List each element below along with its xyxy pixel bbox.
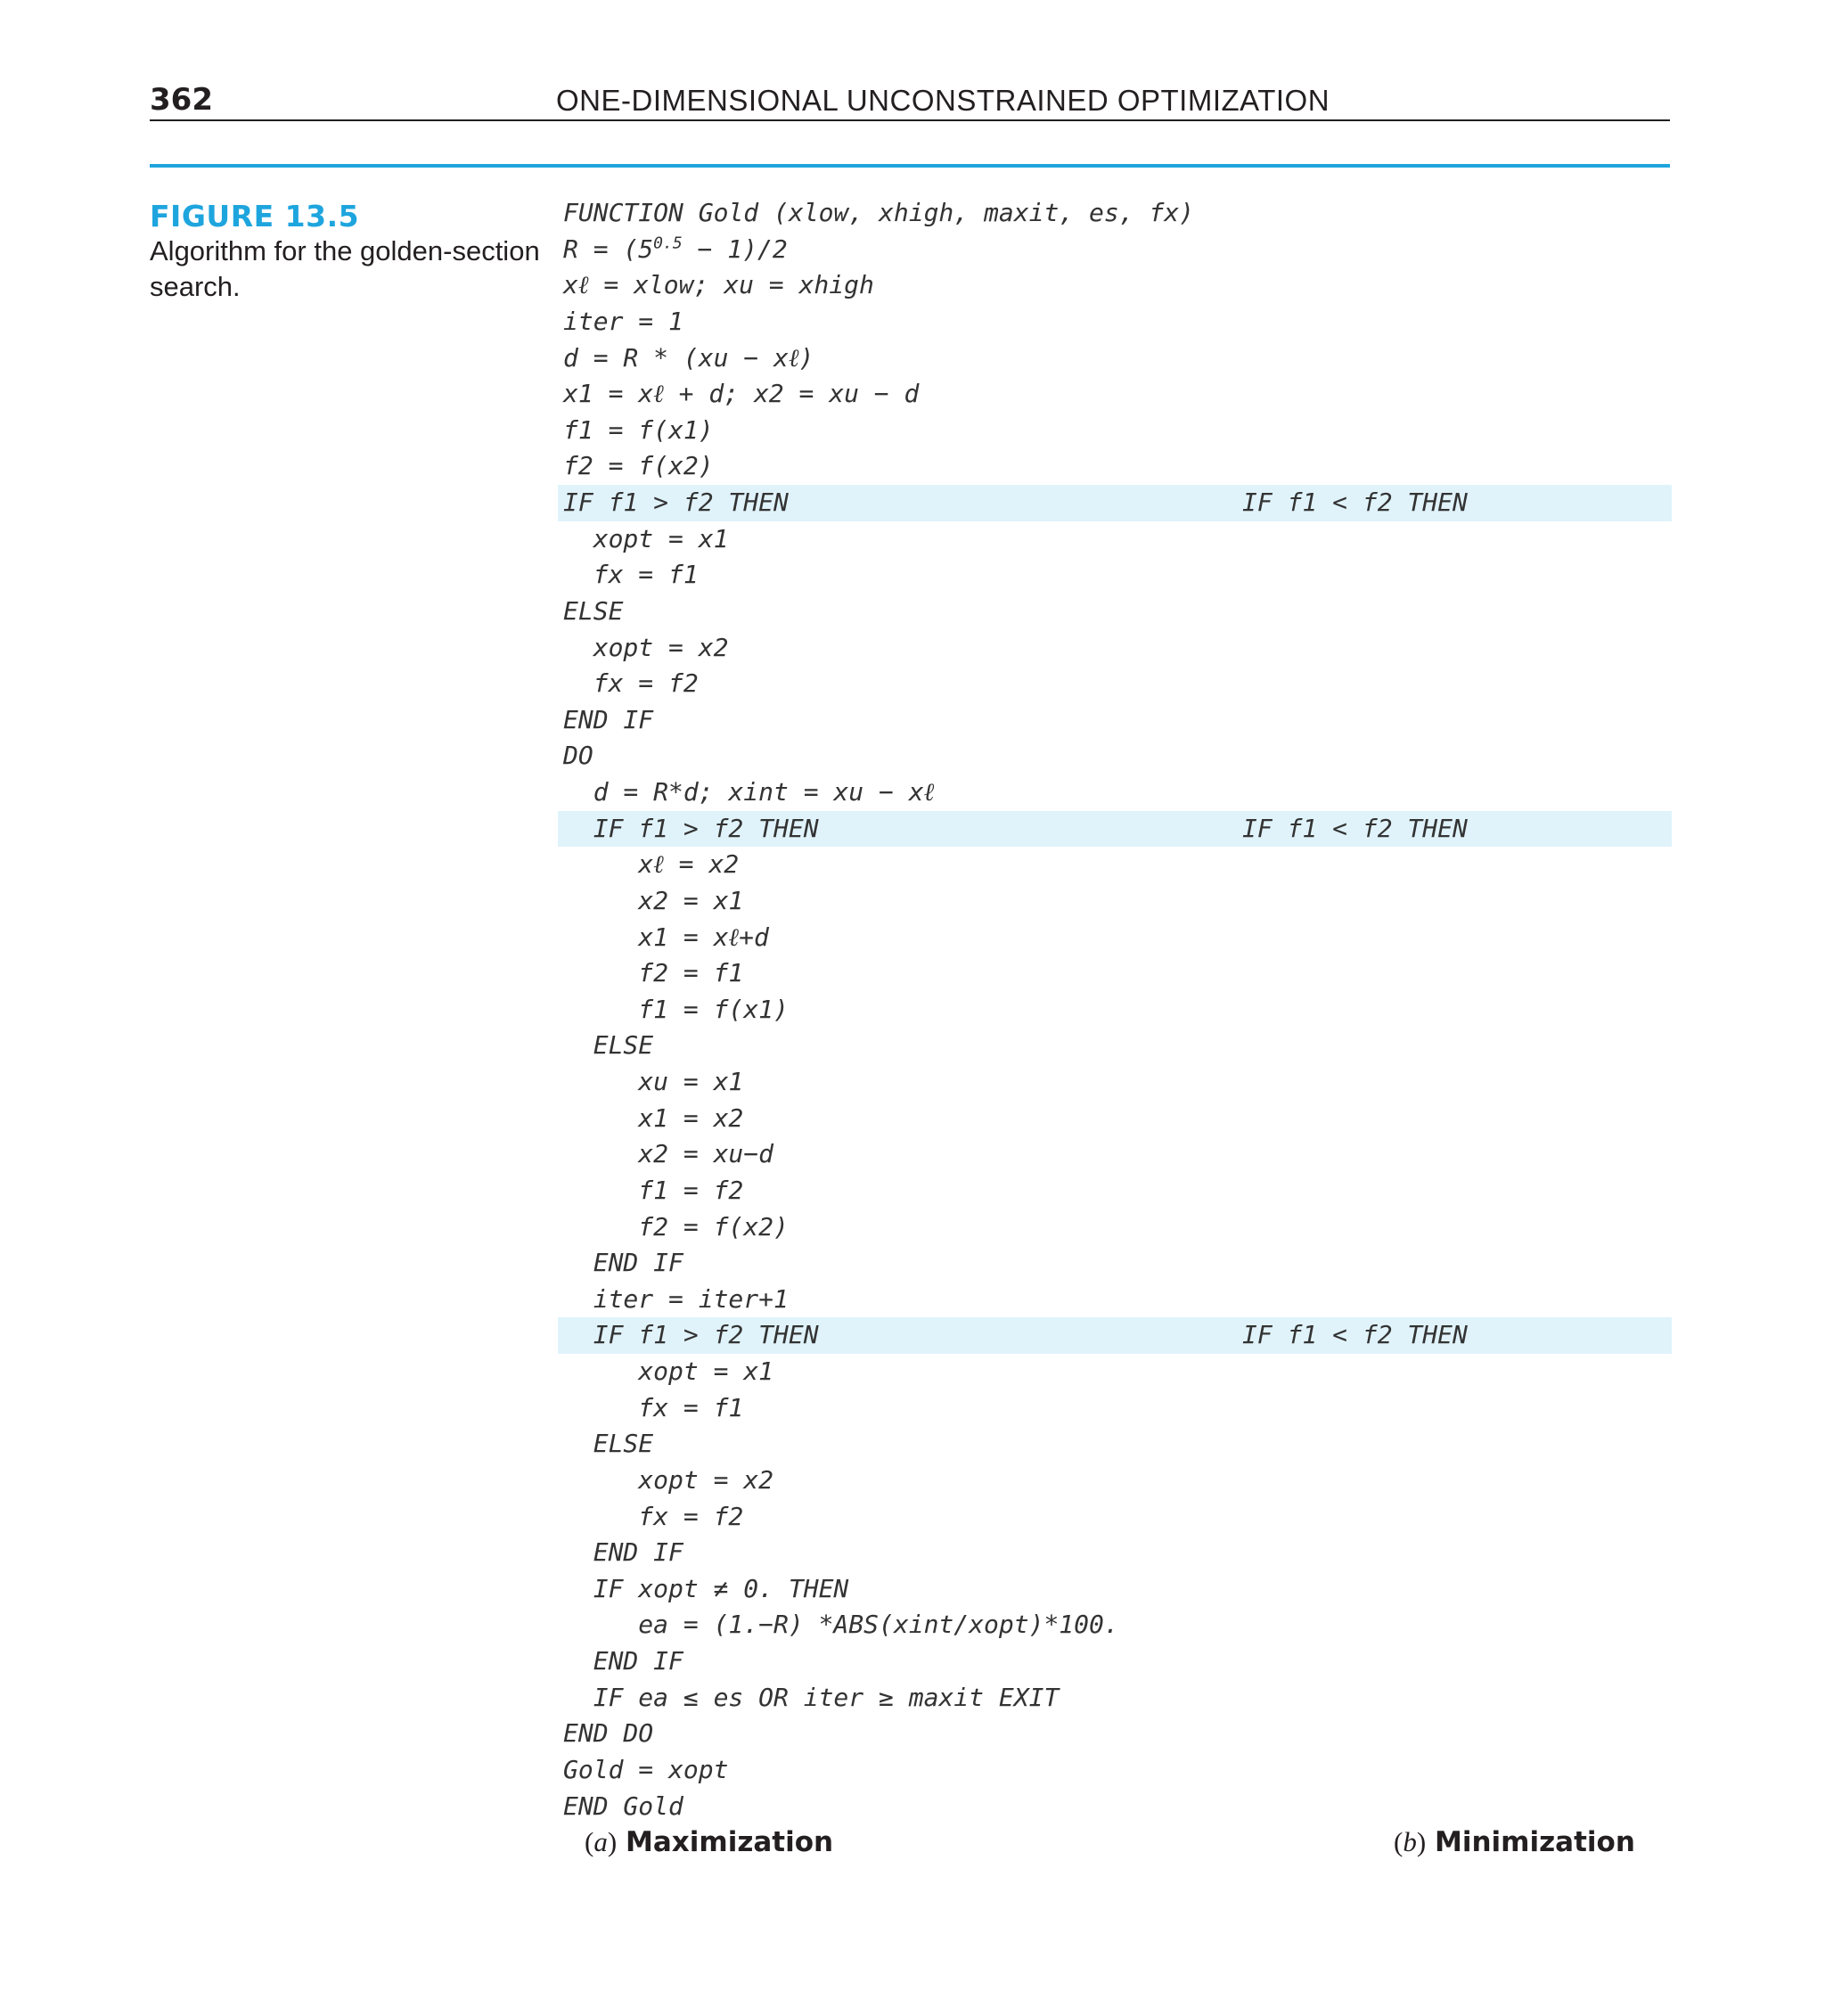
code-line [558,1245,1672,1282]
code-text: ea = (1.−R) *ABS(xint/xopt)*100. [563,1610,1119,1640]
code-text: x2 = xu−d [563,1139,774,1169]
code-line [558,267,1672,304]
code-text: f2 = f(x2) [563,451,714,481]
code-text: END IF [563,1646,683,1676]
code-text: f2 = f1 [563,958,744,988]
code-line [558,1535,1672,1571]
code-line [558,1209,1672,1246]
code-line [558,920,1672,956]
sublabel-word: Maximization [626,1826,834,1858]
code-text: IF xopt ≠ 0. THEN [563,1573,849,1603]
code-text: xℓ = xlow; xu = xhigh [563,270,874,300]
sublabel-letter: b [1403,1826,1417,1857]
code-text: x1 = xℓ+d [563,922,769,952]
code-text: DO [563,741,593,771]
code-text: f2 = f(x2) [563,1211,789,1242]
code-text: fx = f2 [563,1501,744,1531]
sublabel-minimization: (b) Minimization [1394,1826,1635,1858]
code-line [558,232,1672,268]
code-text: END IF [563,704,654,734]
code-line [558,413,1672,449]
code-text: END Gold [563,1791,683,1821]
code-text: $R = (5^{0.5} - 1)/2$ [563,234,788,264]
code-text: ELSE [563,1030,654,1061]
code-text: iter = 1 [563,306,683,336]
code-alternative-text: IF f1 < f2 THEN [1242,813,1468,843]
sublabel-maximization: (a) Maximization [585,1826,834,1858]
code-text: d = R * (xu − xℓ) [563,342,814,373]
code-line [558,1463,1672,1499]
code-text: Gold = xopt [563,1754,729,1784]
code-line [558,1101,1672,1137]
sublabel-letter: a [593,1826,608,1857]
code-text: x1 = xℓ + d; x2 = xu − d [563,379,920,409]
code-text: xopt = x1 [563,523,729,553]
code-line [558,1499,1672,1536]
code-text: x2 = x1 [563,885,744,915]
code-line [558,376,1672,413]
code-text: ELSE [563,595,624,626]
code-line [558,195,1672,232]
code-line-highlighted [558,485,1672,521]
code-line [558,1390,1672,1427]
code-text: IF f1 > f2 THEN [563,813,819,843]
exponent: 0.5 [653,234,683,253]
code-line [558,1426,1672,1463]
code-text: ELSE [563,1429,654,1459]
code-text: xopt = x2 [563,632,729,662]
code-line [558,1173,1672,1209]
code-text: FUNCTION Gold (xlow, xhigh, maxit, es, fx) [563,198,1195,227]
code-text: iter = iter+1 [563,1283,789,1314]
code-line [558,992,1672,1028]
code-line [558,666,1672,702]
code-line [558,448,1672,485]
code-line [558,738,1672,774]
code-line [558,1282,1672,1318]
code-line [558,304,1672,340]
code-line [558,521,1672,558]
code-line [558,1752,1672,1789]
code-line [558,1643,1672,1680]
code-line [558,702,1672,739]
code-line [558,630,1672,667]
code-line [558,1064,1672,1101]
code-text: fx = f2 [563,668,699,699]
code-text: f1 = f(x1) [563,994,789,1024]
code-line [558,1789,1672,1825]
code-text: f1 = f(x1) [563,414,714,445]
code-text: IF f1 > f2 THEN [563,1320,819,1350]
code-text: END DO [563,1718,654,1749]
header-rule [150,119,1670,121]
pseudocode-block [558,195,1672,1824]
running-head: ONE-DIMENSIONAL UNCONSTRAINED OPTIMIZATION [556,84,1330,117]
code-text: xu = x1 [563,1067,744,1096]
code-alternative-text: IF f1 < f2 THEN [1242,488,1468,517]
code-text: f1 = f2 [563,1175,744,1205]
code-text: IF f1 > f2 THEN [563,488,789,517]
code-text: END IF [563,1537,683,1568]
code-line [558,1680,1672,1717]
code-line [558,1571,1672,1608]
code-line-highlighted [558,1317,1672,1354]
code-text: xopt = x2 [563,1464,774,1495]
code-text: fx = f1 [563,560,699,590]
code-line-highlighted [558,811,1672,848]
code-text: x1 = x2 [563,1102,744,1133]
code-text: IF ea ≤ es OR iter ≥ maxit EXIT [563,1682,1060,1712]
code-line [558,1716,1672,1752]
accent-rule [150,164,1670,168]
code-line [558,847,1672,883]
page-number: 362 [150,82,213,118]
figure-caption: Algorithm for the golden-section search. [150,235,540,302]
code-line [558,1607,1672,1643]
code-line [558,594,1672,630]
code-alternative-text: IF f1 < f2 THEN [1242,1320,1468,1350]
code-line [558,1136,1672,1173]
code-line [558,1028,1672,1064]
code-line [558,774,1672,811]
code-text: xopt = x1 [563,1356,774,1386]
code-text: END IF [563,1248,683,1278]
code-text: xℓ = x2 [563,849,740,880]
code-line [558,883,1672,920]
figure-label: FIGURE 13.5 [150,199,360,234]
code-line [558,955,1672,992]
sublabel-word: Minimization [1435,1826,1635,1858]
code-text: fx = f1 [563,1392,744,1422]
code-line [558,340,1672,377]
code-line [558,557,1672,594]
code-text: d = R*d; xint = xu − xℓ [563,777,935,807]
code-line [558,1354,1672,1390]
